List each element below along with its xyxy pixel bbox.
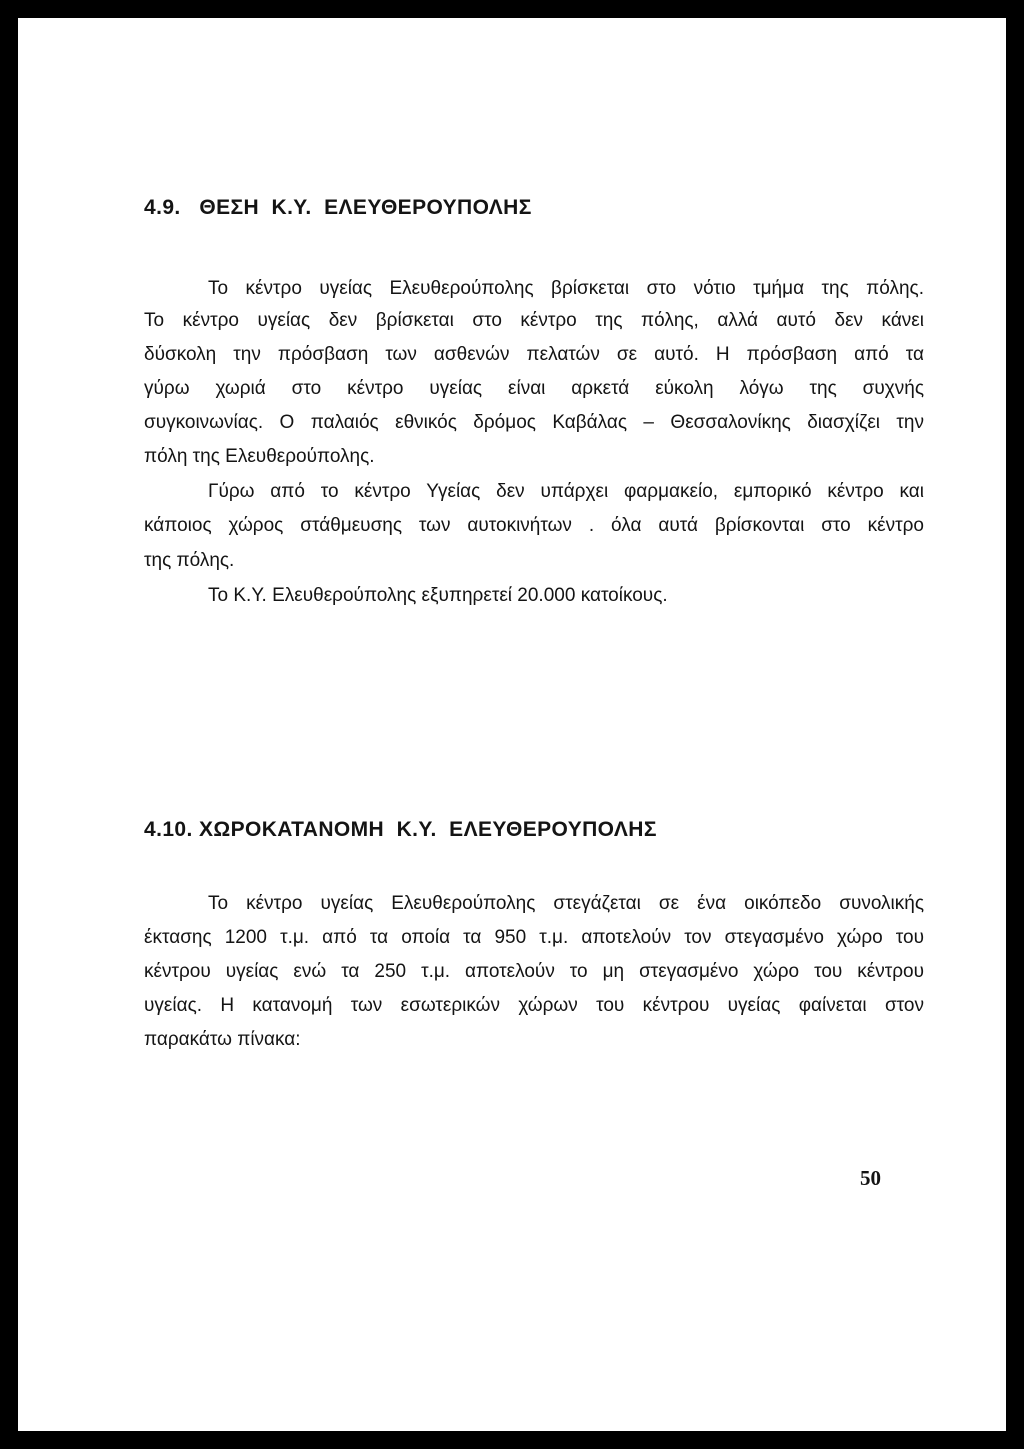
- paragraph-line: υγείας. Η κατανομή των εσωτερικών χώρων του κέντρου υγείας φαίνεται στον: [144, 995, 924, 1016]
- section-heading-space-allocation: 4.10. ΧΩΡΟΚΑΤΑΝΟΜΗ Κ.Υ. ΕΛΕΥΘΕΡΟΥΠΟΛΗΣ: [144, 818, 657, 841]
- document-page: [18, 18, 1006, 1431]
- paragraph-line: της πόλης.: [144, 550, 235, 571]
- paragraph-line: δύσκολη την πρόσβαση των ασθενών πελατών σε αυτό. Η πρόσβαση από τα: [144, 344, 924, 365]
- page-number: 50: [860, 1166, 881, 1190]
- paragraph-line: γύρω χωριά στο κέντρο υγείας είναι αρκετά εύκολη λόγω της συχνής: [144, 378, 924, 399]
- paragraph-line: παρακάτω πίνακα:: [144, 1029, 301, 1050]
- paragraph-line: πόλη της Ελευθερούπολης.: [144, 446, 375, 467]
- paragraph-line: Γύρω από το κέντρο Υγείας δεν υπάρχει φαρμακείο, εμπορικό κέντρο και: [208, 481, 924, 502]
- paragraph-line: Το κέντρο υγείας Ελευθερούπολης βρίσκεται στο νότιο τμήμα της πόλης.: [208, 278, 924, 299]
- paragraph-line: Το κέντρο υγείας δεν βρίσκεται στο κέντρο της πόλης, αλλά αυτό δεν κάνει: [144, 310, 924, 331]
- paragraph-line: κάποιος χώρος στάθμευσης των αυτοκινήτων . όλα αυτά βρίσκονται στο κέντρο: [144, 515, 924, 536]
- section-heading-location: 4.9. ΘΕΣΗ Κ.Υ. ΕΛΕΥΘΕΡΟΥΠΟΛΗΣ: [144, 196, 532, 219]
- paragraph-line: κέντρου υγείας ενώ τα 250 τ.μ. αποτελούν το μη στεγασμένο χώρο του κέντρου: [144, 961, 924, 982]
- paragraph-line: Το Κ.Υ. Ελευθερούπολης εξυπηρετεί 20.000 κατοίκους.: [208, 585, 668, 606]
- paragraph-line: έκτασης 1200 τ.μ. από τα οποία τα 950 τ.μ. αποτελούν τον στεγασμένο χώρο του: [144, 927, 924, 948]
- paragraph-line: Το κέντρο υγείας Ελευθερούπολης στεγάζεται σε ένα οικόπεδο συνολικής: [208, 893, 924, 914]
- paragraph-line: συγκοινωνίας. Ο παλαιός εθνικός δρόμος Καβάλας – Θεσσαλονίκης διασχίζει την: [144, 412, 924, 433]
